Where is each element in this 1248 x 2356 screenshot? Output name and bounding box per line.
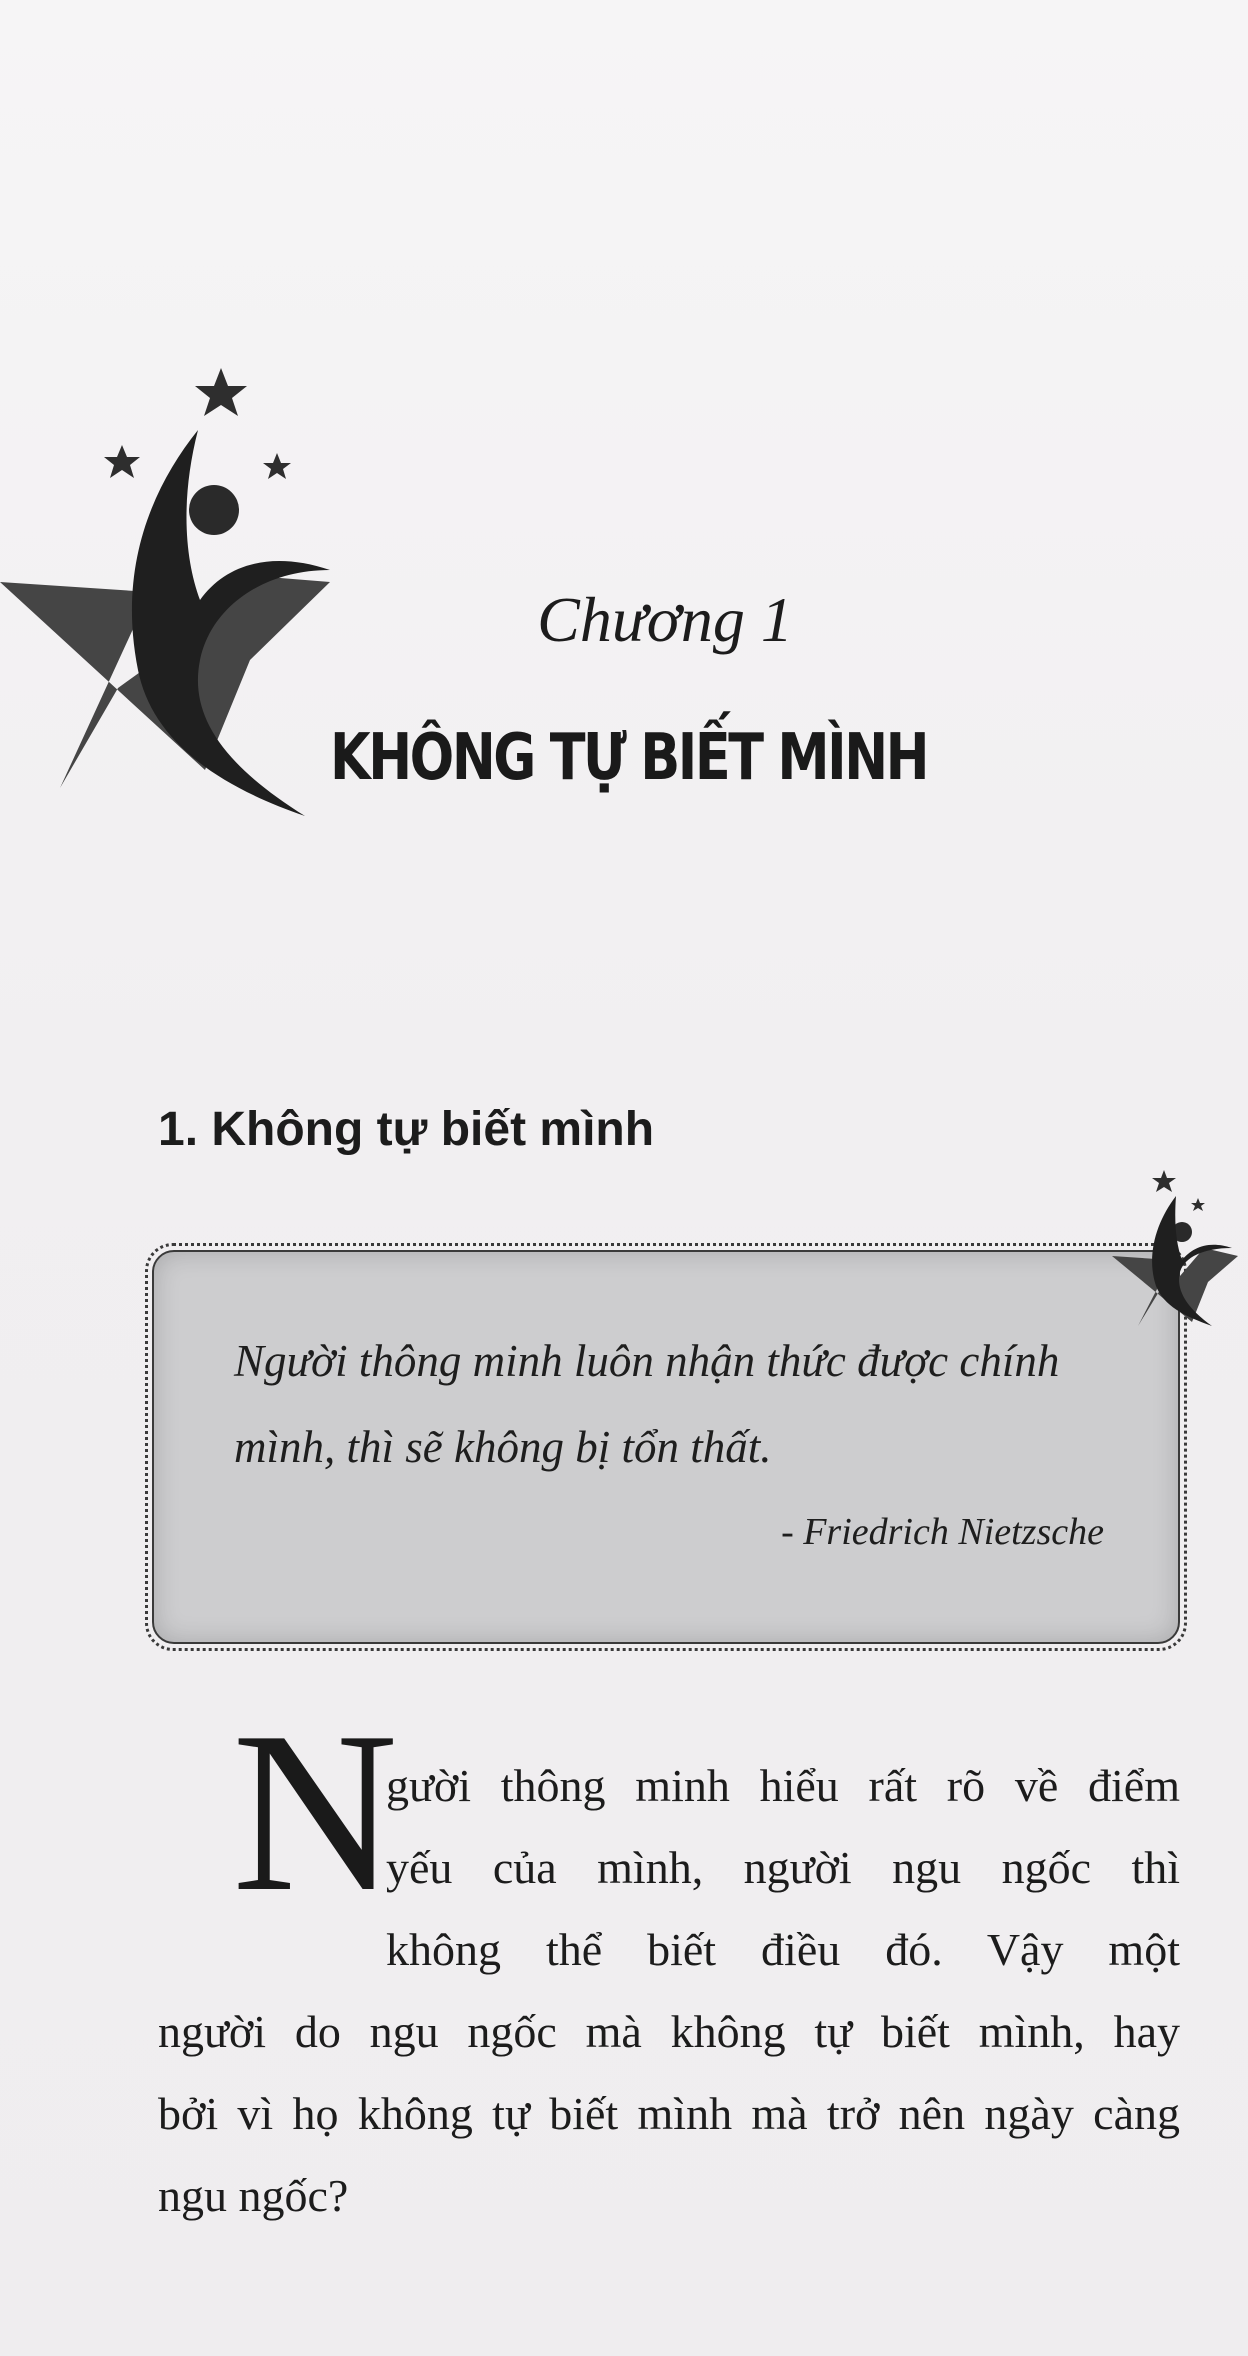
- section-heading: 1. Không tự biết mình: [158, 1103, 655, 1156]
- small-star-icon: [104, 445, 140, 478]
- body-line-3: không thể biết điều đó. Vậy một: [386, 1924, 1180, 1975]
- body-line-2: yếu của mình, người ngu ngốc thì: [386, 1842, 1180, 1893]
- chapter-label: Chương 1: [537, 584, 793, 655]
- body-line: [386, 1745, 1180, 1827]
- body-line-6: ngu ngốc?: [158, 2170, 349, 2221]
- body-line-1: gười thông minh hiểu rất rõ về điểm: [386, 1760, 1180, 1811]
- star-figure-logo-icon: [0, 360, 340, 820]
- body-line-5: bởi vì họ không tự biết mình mà trở nên ngày càng: [158, 2088, 1180, 2139]
- small-star-icon: [263, 453, 291, 479]
- body-line: [386, 1909, 1180, 1991]
- quote-author: - Friedrich Nietzsche: [781, 1511, 1104, 1553]
- drop-cap: N: [232, 1684, 399, 1939]
- body-line-4: người do ngu ngốc mà không tự biết mình, hay: [158, 2006, 1180, 2057]
- quote-box: [152, 1250, 1180, 1644]
- quote-text: Người thông minh luôn nhận thức được chính mình, thì sẽ không bị tổn thất.: [234, 1336, 1060, 1472]
- small-star-figure-icon: [1112, 1166, 1238, 1326]
- small-star-icon: [195, 368, 247, 416]
- body-line: [386, 1827, 1180, 1909]
- chapter-title: KHÔNG TỰ BIẾT MÌNH: [330, 721, 928, 795]
